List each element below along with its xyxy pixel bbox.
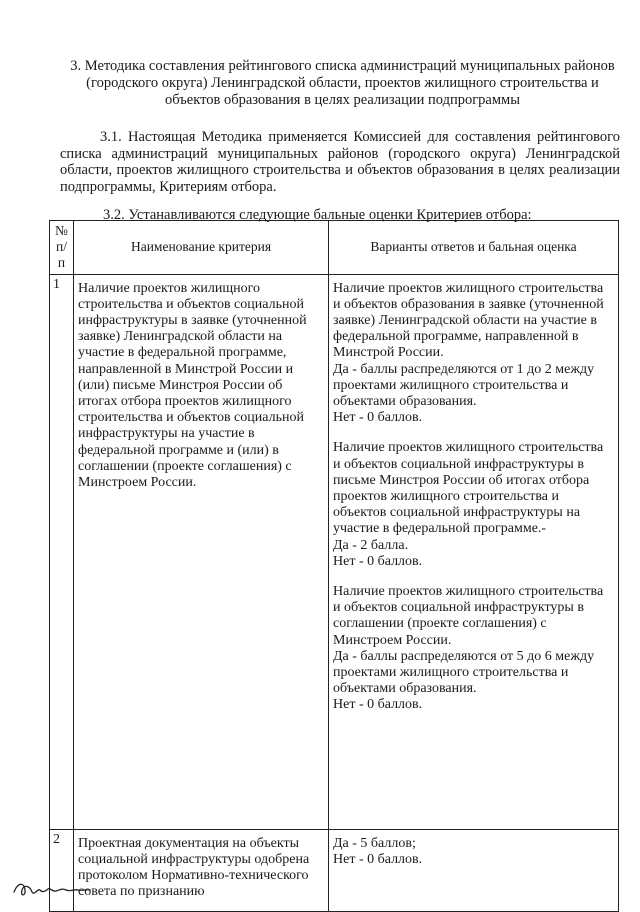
variant-no: Нет - 0 баллов. bbox=[333, 697, 423, 713]
table-row bbox=[50, 829, 619, 911]
variants-cell bbox=[329, 829, 619, 911]
variant-no: Нет - 0 баллов. bbox=[333, 553, 423, 569]
variant-description: Наличие проектов жилищного строительства и объектов образования в заявке (уточненной заявке) Ленинградской области на участие в федеральной программе, направленной в Минстрой России. bbox=[333, 280, 604, 361]
variant-yes: Да - 2 балла. bbox=[333, 537, 409, 553]
paragraph-3-1-text: 3.1. Настоящая Методика применяется Комиссией для составления рейтингового списка администраций муниципальных районов (городского округа) Ленинградской области, проектов жилищного строительства и объектов образования в целях реализации подпрограммы, Критериям отбора. bbox=[60, 129, 620, 195]
table-header-row bbox=[50, 221, 619, 275]
header-variants: Варианты ответов и бальная оценка bbox=[329, 221, 619, 275]
variant-description: Наличие проектов жилищного строительства и объектов социальной инфраструктуры в письме Минстроя России об итогах отбора проектов жилищного строительства и объектов социальной инфраструктуры на участие в федеральной программе.- bbox=[333, 440, 604, 537]
variant-no: Нет - 0 баллов. bbox=[333, 851, 423, 867]
paragraph-3-1 bbox=[60, 129, 620, 195]
variant-yes: Да - баллы распределяются от 5 до 6 между проектами жилищного строительства и объектами образования. bbox=[333, 648, 595, 697]
variant-yes: Да - 5 баллов; bbox=[333, 835, 416, 851]
variant-block bbox=[333, 584, 614, 714]
paragraph-3-2: 3.2. Устанавливаются следующие бальные оценки Критериев отбора: bbox=[103, 207, 532, 223]
variant-no: Нет - 0 баллов. bbox=[333, 410, 423, 426]
handwritten-initials-signature bbox=[12, 878, 92, 900]
row-number: 2 bbox=[50, 829, 74, 911]
criteria-table bbox=[49, 220, 619, 912]
variants-cell bbox=[329, 274, 619, 829]
variant-block bbox=[333, 440, 614, 570]
variant-block bbox=[333, 281, 614, 427]
variant-yes: Да - баллы распределяются от 1 до 2 между проектами жилищного строительства и объектами образования. bbox=[333, 361, 595, 410]
criterion-text: Наличие проектов жилищного строительства и объектов социальной инфраструктуры в заявке (уточненной заявке) Ленинградской области на участие в федеральной программе, направленной в Минстрой России и (или) письме Минстроя России об итогах отбора проектов жилищного строительства и объектов социальной инфраструктуры на участие в федеральной программе и (или) в соглашении (проекте соглашения) с Минстроем России. bbox=[74, 274, 329, 829]
criterion-text: Проектная документация на объекты социальной инфраструктуры одобрена протоколом Нормативно-технического совета по признанию bbox=[74, 829, 329, 911]
header-criterion-name: Наименование критерия bbox=[74, 221, 329, 275]
variant-description: Наличие проектов жилищного строительства и объектов социальной инфраструктуры в соглашении (проекте соглашения) с Минстроем России. bbox=[333, 584, 604, 648]
table-row bbox=[50, 274, 619, 829]
section-heading: 3. Методика составления рейтингового списка администраций муниципальных районов (городского округа) Ленинградской области, проектов жилищного строительства и объектов образования в целях реализации подпрограммы bbox=[70, 58, 615, 108]
row-number: 1 bbox=[50, 274, 74, 829]
header-num: № п/п bbox=[50, 221, 74, 275]
